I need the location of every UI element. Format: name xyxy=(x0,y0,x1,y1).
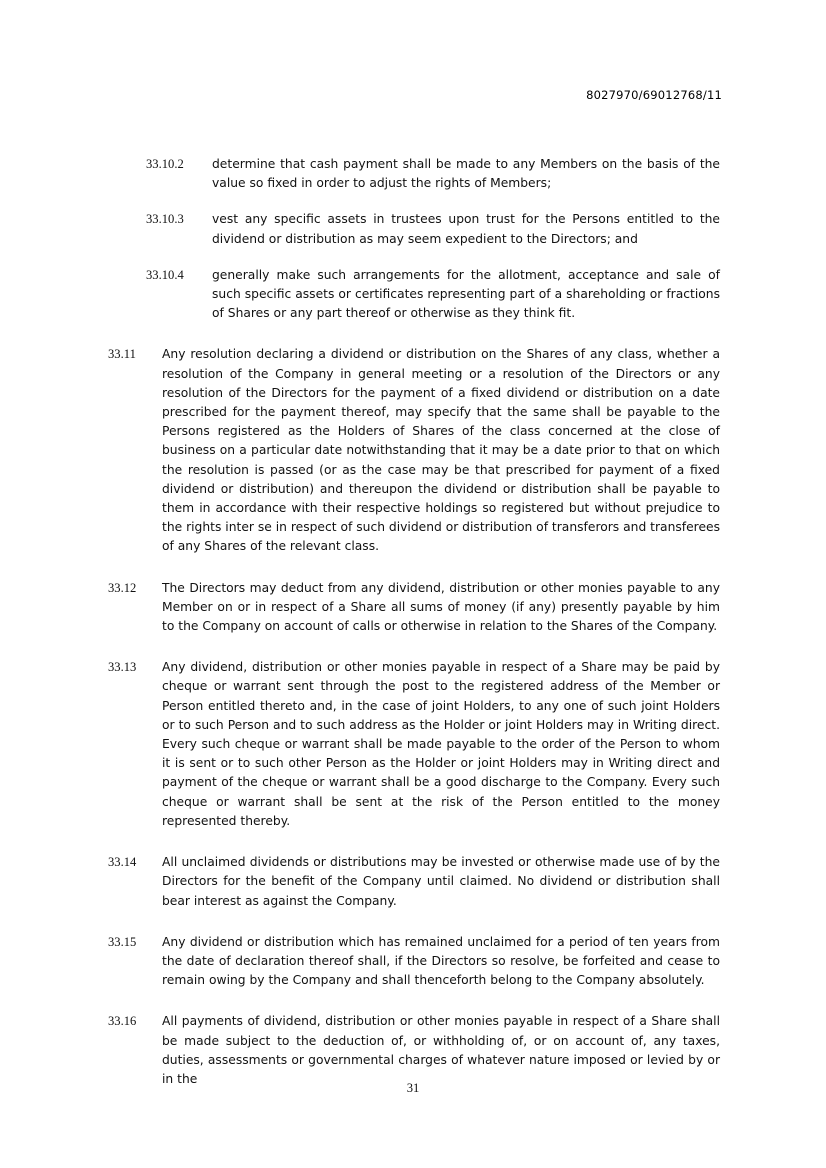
clause-33-10-2 xyxy=(108,155,720,193)
clause-number: 33.11 xyxy=(108,347,136,362)
clause-text: Any dividend or distribution which has remained unclaimed for a period of ten years from the date of declaration thereof shall, if the Directors so resolve, be forfeited and cease to remain owing by the Company and shall thenceforth belong to the Company absolutely. xyxy=(162,934,720,988)
clause-text: generally make such arrangements for the allotment, acceptance and sale of such specific assets or certificates representing part of a shareholding or fractions of Shares or any part thereof or otherwise as they think fit. xyxy=(212,267,720,321)
clause-text: All payments of dividend, distribution or other monies payable in respect of a Share shall be made subject to the deduction of, or withholding of, or on account of, any taxes, duties, assessments or governmental charges of whatever nature imposed or levied by or in the xyxy=(162,1014,720,1086)
page-number: 31 xyxy=(406,1081,420,1095)
clause-33-14 xyxy=(108,853,720,911)
clause-33-10-4 xyxy=(108,266,720,324)
clause-number: 33.12 xyxy=(108,580,137,595)
clause-33-12 xyxy=(108,579,720,637)
clause-text: Any resolution declaring a dividend or distribution on the Shares of any class, whether a resolution of the Company in general meeting or a resolution of the Directors or any resolution of the Directors for the payment of a fixed dividend or distribution on a date prescribed for the payment thereof, may specify that the same shall be payable to the Persons registered as the Holders of Shares of the class concerned at the close of business on a particular date notwithstanding that it may be a date prior to that on which the resolution is passed (or as the case may be that prescribed for payment of a fixed dividend or distribution) and thereupon the dividend or distribution shall be payable to them in accordance with their respective holdings so registered but without prejudice to the rights inter se in respect of such dividend or distribution of transferors and transferees of any Shares of the relevant class. xyxy=(162,347,720,554)
clause-number: 33.13 xyxy=(108,660,137,675)
document-body xyxy=(108,155,720,1106)
document-reference: 8027970/69012768/11 xyxy=(586,88,722,102)
clause-number: 33.15 xyxy=(108,934,137,949)
clause-text: The Directors may deduct from any dividend, distribution or other monies payable to any Member on or in respect of a Share all sums of money (if any) presently payable by him to the Company on account of calls or otherwise in relation to the Shares of the Company. xyxy=(162,580,720,634)
clause-number: 33.10.3 xyxy=(146,212,184,227)
clause-33-10-3 xyxy=(108,210,720,248)
clause-number: 33.14 xyxy=(108,855,137,870)
clause-33-16 xyxy=(108,1012,720,1089)
clause-text: determine that cash payment shall be made to any Members on the basis of the value so fixed in order to adjust the rights of Members; xyxy=(212,157,720,191)
clause-text: Any dividend, distribution or other monies payable in respect of a Share may be paid by cheque or warrant sent through the post to the registered address of the Member or Person entitled thereto and, in the case of joint Holders, to any one of such joint Holders or to such Person and to such address as the Holder or joint Holders may in Writing direct. Every such cheque or warrant shall be made payable to the order of the Person to whom it is sent or to such other Person as the Holder or joint Holders may in Writing direct and payment of the cheque or warrant shall be a good discharge to the Company. Every such cheque or warrant shall be sent at the risk of the Person entitled to the money represented thereby. xyxy=(162,660,720,828)
clause-33-13 xyxy=(108,658,720,831)
clause-number: 33.10.4 xyxy=(146,267,184,282)
clause-33-15 xyxy=(108,933,720,991)
clause-number: 33.10.2 xyxy=(146,157,184,171)
clause-text: vest any specific assets in trustees upon trust for the Persons entitled to the dividend or distribution as may seem expedient to the Directors; and xyxy=(212,212,720,246)
clause-33-11 xyxy=(108,345,720,556)
clause-text: All unclaimed dividends or distributions may be invested or otherwise made use of by the Directors for the benefit of the Company until claimed. No dividend or distribution shall bear interest as against the Company. xyxy=(162,855,720,908)
clause-number: 33.16 xyxy=(108,1014,137,1029)
